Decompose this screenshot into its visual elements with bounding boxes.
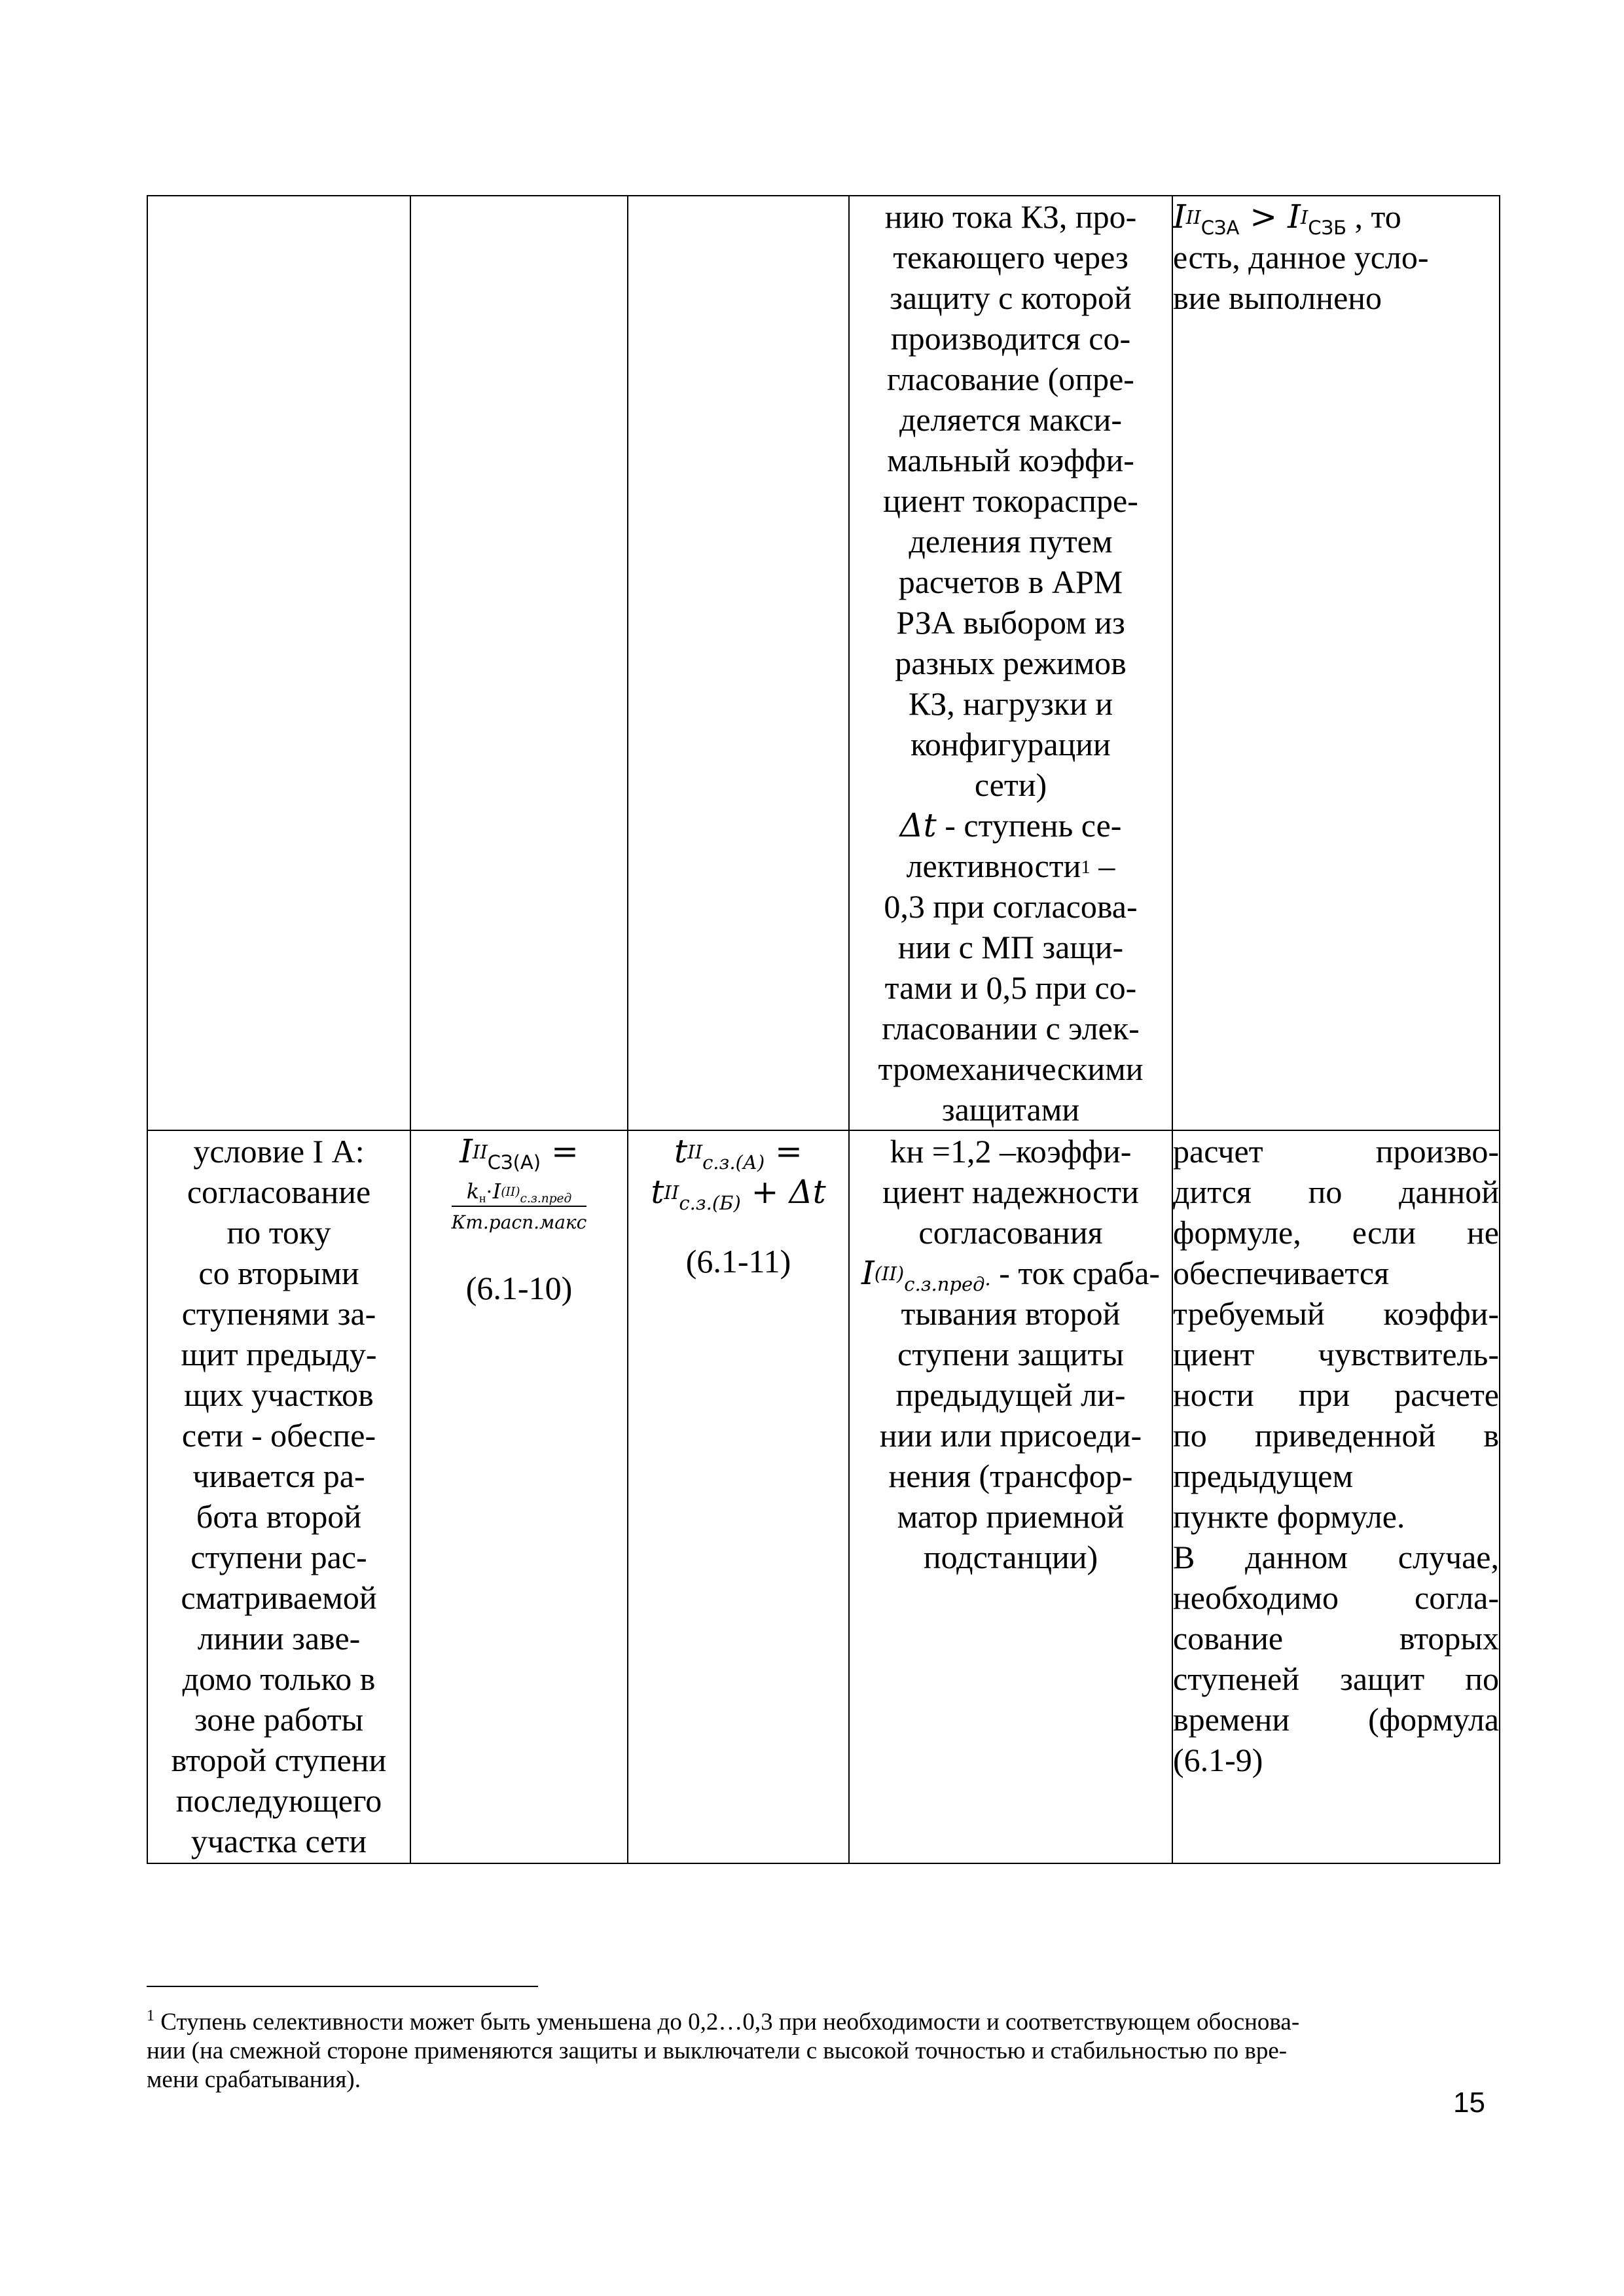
text-line: расчетов в АРМ: [898, 564, 1123, 600]
equation-number: (6.1-10): [465, 1270, 573, 1306]
text-line: вие выполнено: [1173, 279, 1382, 316]
text-line: второй ступени: [171, 1742, 387, 1778]
cell-notation-continuation: [849, 196, 1172, 1130]
equation-number: (6.1-11): [685, 1243, 791, 1280]
text-line: деляется макси-: [899, 401, 1123, 438]
greater-than: >: [1239, 198, 1288, 236]
text-line: бота второй: [196, 1498, 362, 1535]
sup-II: (II): [874, 1263, 905, 1285]
sup-I: I: [1300, 206, 1308, 229]
text-line: гласовании с элек-: [882, 1010, 1140, 1047]
text-line: разных режимов: [895, 645, 1127, 681]
cell-formula-time-empty: [628, 196, 849, 1130]
symbol-k: k: [466, 1179, 480, 1204]
text-line: дится по данной: [1173, 1174, 1499, 1210]
text-line: сети): [974, 766, 1047, 803]
sup-II: II: [472, 1141, 488, 1164]
page-number: 15: [1453, 2087, 1485, 2119]
text-line: расчет произво-: [1173, 1133, 1499, 1170]
fraction-denominator: [452, 1207, 587, 1239]
text-tail: - ток сраба-: [990, 1255, 1161, 1291]
sup-II: II: [1185, 206, 1201, 229]
footnote-line-1: [147, 2008, 1499, 2037]
text-line: деления путем: [909, 523, 1113, 560]
plus-sign: +: [740, 1173, 789, 1211]
sup-II: II: [687, 1141, 703, 1164]
selectivity-tail: –: [1090, 848, 1115, 884]
delta-t-line: [850, 805, 1172, 846]
cell-result-continuation: [1172, 196, 1500, 1130]
cell-notation: [849, 1130, 1172, 1863]
text-line: ступеней защит по: [1173, 1660, 1499, 1697]
text-line: защитами: [941, 1091, 1080, 1128]
text-line: формуле, если не: [1173, 1214, 1499, 1251]
text-line: ности при расчете: [1173, 1376, 1499, 1413]
sup-II: II: [664, 1181, 679, 1204]
time-formula-line-2: [628, 1172, 848, 1215]
sub-sz-a: с.з.(А): [702, 1151, 765, 1174]
text-line: тромеханическими: [878, 1050, 1144, 1087]
symbol-I: I: [861, 1254, 875, 1292]
symbol-I: I: [1288, 198, 1301, 236]
delta-t-text: - ступень се-: [936, 807, 1122, 844]
text-line: производится со-: [890, 320, 1131, 357]
sub-n: н: [479, 1192, 486, 1206]
text-line: ступени защиты: [897, 1336, 1124, 1372]
sub-sz-pred: с.з.пред·: [904, 1273, 991, 1296]
text-line: по приведенной в: [1173, 1417, 1499, 1454]
sub-sz-pred: с.з.пред: [520, 1192, 572, 1206]
text-line: требуемый коэффи-: [1173, 1295, 1499, 1332]
footnote-separator: [147, 1986, 538, 1987]
equals-sign: =: [541, 1132, 579, 1170]
comparison-formula-line: [1173, 196, 1499, 240]
sub-sz-b: с.з.(Б): [679, 1192, 741, 1215]
text-line: подстанции): [923, 1539, 1098, 1575]
cell-condition-empty: [147, 196, 410, 1130]
symbol-t: t: [651, 1173, 664, 1211]
symbol-I: I: [1173, 198, 1186, 236]
fraction-numerator: [452, 1177, 587, 1207]
text-line: домо только в: [182, 1660, 376, 1697]
text-line: обеспечивается: [1173, 1255, 1390, 1291]
text-line: тами и 0,5 при со-: [884, 969, 1137, 1006]
symbol-I: I: [460, 1132, 473, 1170]
footnote-line-3: мени срабатывания).: [147, 2066, 361, 2093]
text-line: участка сети: [190, 1823, 367, 1859]
text-line: мальный коэффи-: [887, 442, 1134, 478]
sub-sz-a: СЗ(А): [487, 1151, 541, 1174]
text-line: щих участков: [184, 1376, 374, 1413]
footnote-line-2: нии (на смежной стороне применяются защиты и выключатели с высокой точностью и стабильностью по вре-: [147, 2037, 1288, 2064]
text-line: согласования: [918, 1214, 1103, 1251]
text-to: , то: [1346, 198, 1401, 235]
text-line: циент надежности: [882, 1174, 1139, 1210]
text-line: нию тока КЗ, про-: [884, 198, 1137, 235]
sub-szb: СЗБ: [1308, 217, 1347, 240]
selectivity-word: лективности: [906, 848, 1081, 884]
text-line: есть, данное усло-: [1173, 239, 1429, 276]
text-line: сети - обеспе-: [181, 1417, 376, 1454]
text-line: со вторыми: [198, 1255, 359, 1291]
text-line: условие I А:: [193, 1133, 365, 1170]
footnote-text: Ступень селективности может быть уменьшена до 0,2…0,3 при необходимости и соответствующем обоснова-: [154, 2009, 1300, 2036]
current-symbol-line: [850, 1253, 1172, 1296]
text-line: согласование: [187, 1174, 371, 1210]
text-line: щит предыду-: [181, 1336, 377, 1372]
text-line: (6.1-9): [1173, 1742, 1263, 1778]
formula-fraction: [452, 1177, 587, 1239]
text-line: пункте формуле.: [1173, 1498, 1405, 1535]
equals-sign: =: [765, 1132, 803, 1170]
text-line: нии или присоеди-: [879, 1417, 1142, 1454]
cell-time-formula: [628, 1130, 849, 1863]
footnote-reference[interactable]: 1: [1081, 857, 1091, 878]
cell-result: [1172, 1130, 1500, 1863]
text-line: РЗА выбором из: [896, 604, 1125, 641]
delta-t: Δt: [789, 1173, 826, 1211]
protection-settings-table: [147, 195, 1500, 1864]
text-line: по току: [226, 1214, 331, 1251]
text-line: текающего через: [893, 239, 1128, 276]
text-line: чивается ра-: [192, 1458, 365, 1494]
footnote: [147, 2008, 1499, 2094]
text-line: гласование (опре-: [887, 361, 1134, 397]
text-line: нения (трансфор-: [888, 1458, 1133, 1494]
text-line: зоне работы: [194, 1701, 364, 1738]
formula-lhs: [411, 1131, 627, 1172]
text-line: В данном случае,: [1173, 1539, 1499, 1575]
delta-t-symbol: Δt: [899, 806, 937, 844]
text-line: предыдущем: [1173, 1458, 1354, 1494]
footnote-marker: 1: [147, 2007, 154, 2024]
text-line: kн =1,2 –коэффи-: [890, 1133, 1132, 1170]
denominator-text: Кт.расп.макс: [451, 1211, 587, 1233]
text-line: ступенями за-: [181, 1295, 376, 1332]
text-line: КЗ, нагрузки и: [908, 685, 1113, 722]
text-line: необходимо согла-: [1173, 1579, 1499, 1616]
text-line: предыдущей ли-: [895, 1376, 1126, 1413]
text-line: 0,3 при согласова-: [884, 888, 1138, 925]
table-row-continuation: [147, 196, 1500, 1130]
symbol-t: t: [674, 1132, 688, 1170]
cell-condition: [147, 1130, 410, 1863]
text-line: нии с МП защи-: [897, 929, 1124, 965]
table-row-condition-1a: [147, 1130, 1500, 1863]
sub-sza: СЗА: [1200, 217, 1240, 240]
text-line: времени (формула: [1173, 1701, 1499, 1738]
text-line: сование вторых: [1173, 1620, 1499, 1657]
symbol-I: I: [492, 1179, 501, 1204]
text-line: матор приемной: [897, 1498, 1125, 1535]
text-line: циент чувствитель-: [1173, 1336, 1499, 1372]
text-line: линии заве-: [197, 1620, 361, 1657]
text-line: циент токораспре-: [883, 482, 1138, 519]
text-line: сматриваемой: [181, 1579, 377, 1616]
text-line: конфигурации: [911, 726, 1111, 762]
text-line: тывания второй: [901, 1295, 1121, 1332]
sup-II: (II): [501, 1185, 520, 1200]
time-formula-line-1: [628, 1131, 848, 1172]
dot: ·: [486, 1179, 493, 1203]
selectivity-line: [850, 846, 1172, 886]
cell-current-formula: [410, 1130, 628, 1863]
cell-formula-current-empty: [410, 196, 628, 1130]
text-line: ступени рас-: [190, 1539, 367, 1575]
text-line: последующего: [175, 1782, 382, 1819]
text-line: защиту с которой: [890, 279, 1132, 316]
